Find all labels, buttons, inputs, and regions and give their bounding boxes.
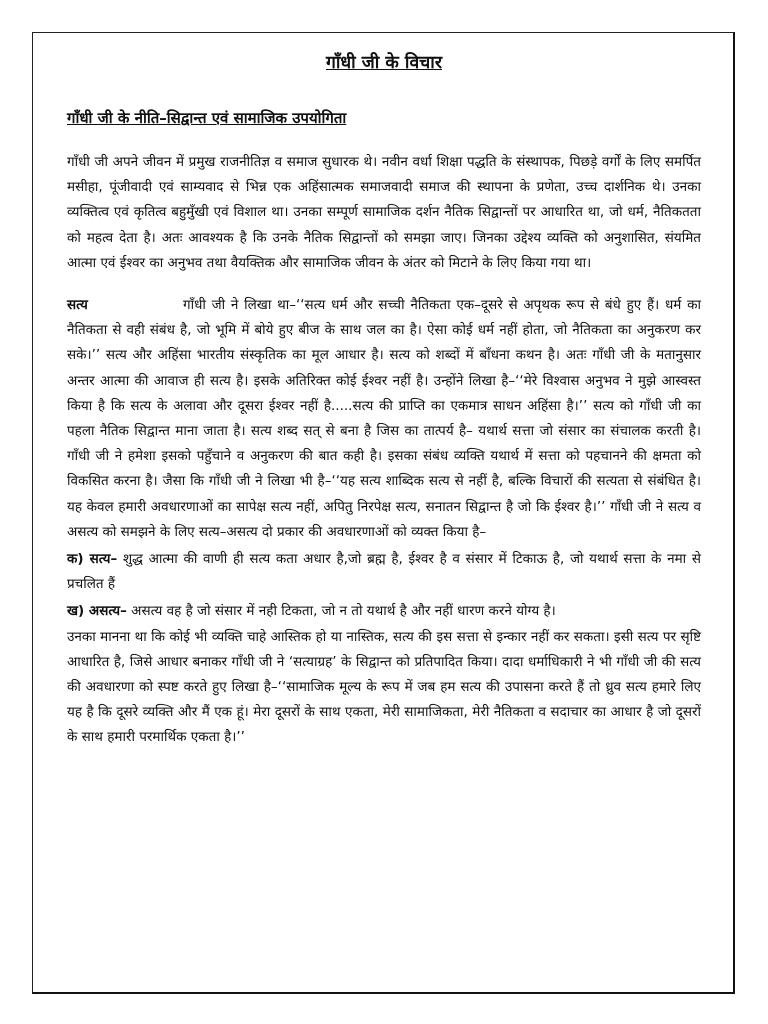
satya-text: गाँधी जी ने लिखा था–‘‘सत्य धर्म और सच्ची नैतिकता एक–दूसरे से अपृथक रूप से बंधे हुए हैं। धर्म का नैतिकता से वही संबंध है, जो भूमि में बोये हुए बीज के साथ जल का है। ऐसा कोई धर्म नहीं होता, जो नैतिकता का अनुकरण कर सके।’’ सत्य और अहिंसा भारतीय संस्कृतिक का मूल आधार है। सत्य को शब्दों में बाँधना कथन है। अतः गाँधी जी के मतानुसार अन्तर आत्मा की आवाज ही सत्य है। इसके अतिरिक्त कोई ईश्वर नहीं है। उन्होंने लिखा है–‘‘मेरे विश्वास अनुभव ने मुझे आस्वस्त किया है कि सत्य के अलावा और दूसरा ईश्वर नहीं है.....सत्य की प्राप्ति का एकमात्र साधन अहिंसा है।’’ सत्य को गाँधी जी का पहला नैतिक सिद्वान्त माना जाता है। सत्य शब्द सत् से बना है जिस का तात्पर्य है– यथार्थ सत्ता जो संसार का संचालक करती है। गाँधी जी ने हमेशा इसको पहुँचाने व अनुकरण की बात कही है। इसका संबंध व्यक्ति यथार्थ में सत्ता को पहचानने की क्षमता को विकसित करना है। जैसा कि गाँधी जी ने लिखा भी है–‘‘यह सत्य शाब्दिक सत्य से नहीं है, बल्कि विचारों की सत्यता से संबंधित है। यह केवल हमारी अवधारणाओं का सापेक्ष सत्य नहीं, अपितु निरपेक्ष सत्य, सनातन सिद्वान्त है जो कि ईश्वर है।’’ गाँधी जी ने सत्य व असत्य को समझने के लिए सत्य–असत्य दो प्रकार की अवधारणाओं को व्यक्त किया है– [67,297,701,540]
satya-paragraph [67,293,701,545]
item-kha-text: असत्य वह है जो संसार में नही टिकता, जो न तो यथार्थ है और नहीं धारण करने योग्य है। [126,603,556,620]
item-kha [67,599,701,624]
item-kha-label: ख) असत्य– [67,603,127,620]
item-ka-text: शुद्ध आत्मा की वाणी ही सत्य कता अधार है,जो ब्रह्म है, ईश्वर है व संसार में टिकाऊ है, जो यथार्थ सत्ता के नमा से प्रचलित हैं [67,551,701,593]
item-ka [67,547,701,597]
document-body [67,52,701,751]
intro-paragraph: गाँधी जी अपने जीवन में प्रमुख राजनीतिज्ञ व समाज सुधारक थे। नवीन वर्धा शिक्षा पद्धति के संस्थापक, पिछड़े वर्गों के लिए समर्पित मसीहा, पूंजीवादी एवं साम्यवाद से भिन्न एक अहिंसात्मक समाजवादी समाज की स्थापना के प्रणेता, उच्च दार्शनिक थे। उनका व्यक्तित्व एवं कृतित्व बहुमुँखी एवं विशाल था। उनका सम्पूर्ण सामाजिक दर्शन नैतिक सिद्वान्तों पर आधारित था, जो धर्म, नैतिकतता को महत्व देता है। अतः आवश्यक है कि उनके नैतिक सिद्वान्तों को समझा जाए। जिनका उद्देश्य व्यक्ति को अनुशासित, संयमित आत्मा एवं ईश्वर का अनुभव तथा वैयक्तिक और सामाजिक जीवन के अंतर को मिटाने के लिए किया गया था। [67,154,701,271]
closing-paragraph: उनका मानना था कि कोई भी व्यक्ति चाहे आस्तिक हो या नास्तिक, सत्य की इस सत्ता से इन्कार नहीं कर सकता। इसी सत्य पर सृष्टि आधारित है, जिसे आधार बनाकर गाँधी जी ने ‘सत्याग्रह’ के सिद्वान्त को प्रतिपादित किया। दादा धर्माधिकारी ने भी गाँधी जी की सत्य की अवधारणा को स्पष्ट करते हुए लिखा है–‘‘सामाजिक मूल्य के रूप में जब हम सत्य की उपासना करते हैं तो ध्रुव सत्य हमारे लिए यह है कि दूसरे व्यक्ति और मैं एक हूं। मेरा दूसरों के साथ एकता, मेरी सामाजिकता, मेरी नैतिकता व सदाचार का आधार है जो दूसरों के साथ हमारी परमार्थिक एकता है।’’ [67,628,701,746]
item-ka-label: क) सत्य– [67,551,118,568]
section-heading: गाँधी जी के नीति–सिद्वान्त एवं सामाजिक उपयोगिता [67,109,347,127]
satya-label: सत्य [67,297,88,314]
page-title: गाँधी जी के विचार [326,53,442,73]
